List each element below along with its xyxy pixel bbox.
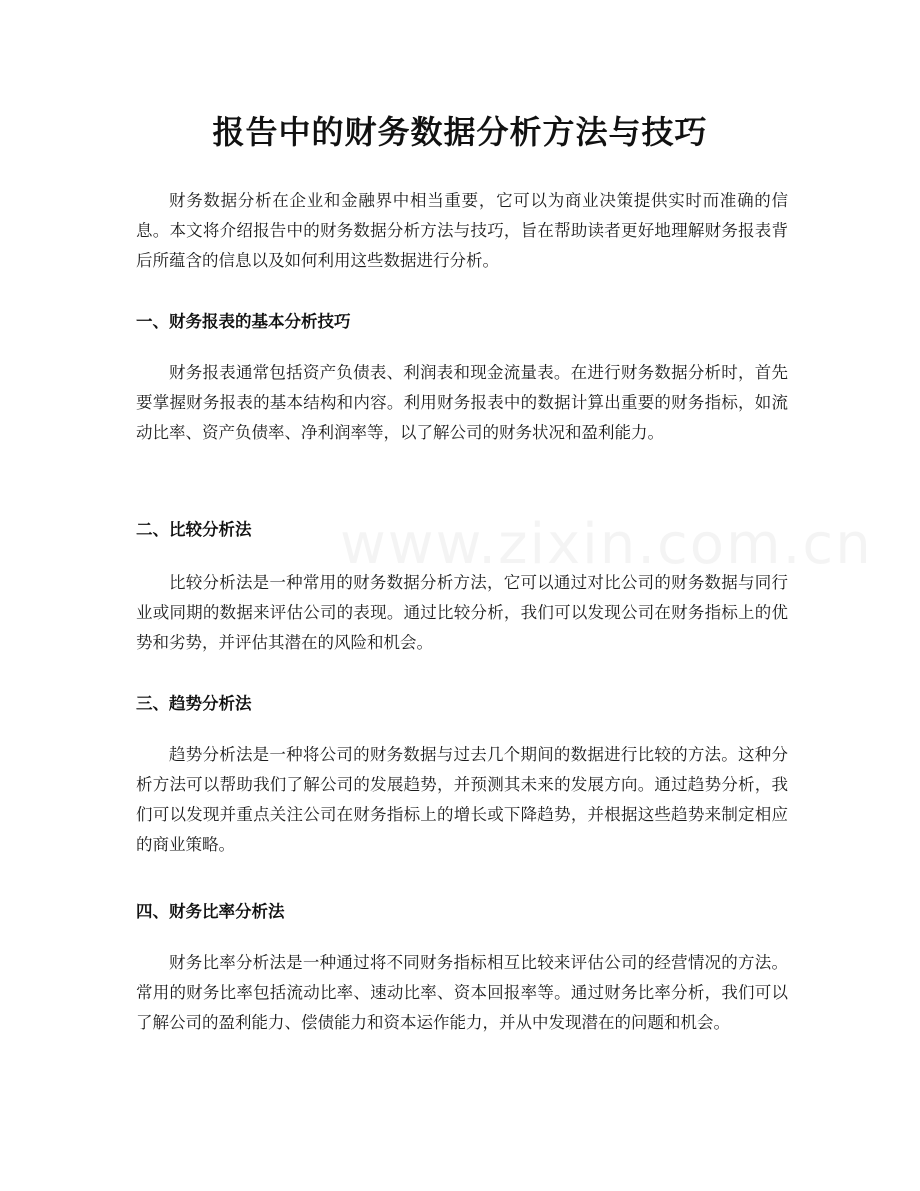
- section-body-4: 财务比率分析法是一种通过将不同财务指标相互比较来评估公司的经营情况的方法。常用的财务比率包括流动比率、速动比率、资本回报率等。通过财务比率分析，我们可以了解公司的盈利能力、偿债能力和资本运作能力，并从中发现潜在的问题和机会。: [136, 953, 788, 1032]
- section-heading-4: 四、财务比率分析法: [136, 902, 285, 921]
- section-body-3: 趋势分析法是一种将公司的财务数据与过去几个期间的数据进行比较的方法。这种分析方法可以帮助我们了解公司的发展趋势，并预测其未来的发展方向。通过趋势分析，我们可以发现并重点关注公司在财务指标上的增长或下降趋势，并根据这些趋势来制定相应的商业策略。: [136, 745, 788, 854]
- section-body-2: 比较分析法是一种常用的财务数据分析方法，它可以通过对比公司的财务数据与同行业或同期的数据来评估公司的表现。通过比较分析，我们可以发现公司在财务指标上的优势和劣势，并评估其潜在的风险和机会。: [136, 573, 788, 652]
- section-body-1: 财务报表通常包括资产负债表、利润表和现金流量表。在进行财务数据分析时，首先要掌握财务报表的基本结构和内容。利用财务报表中的数据计算出重要的财务指标，如流动比率、资产负债率、净利润率等，以了解公司的财务状况和盈利能力。: [136, 363, 788, 442]
- document-title: 报告中的财务数据分析方法与技巧: [212, 113, 708, 151]
- section-heading-3: 三、趋势分析法: [136, 694, 252, 713]
- section-heading-2: 二、比较分析法: [136, 520, 252, 539]
- intro-paragraph: 财务数据分析在企业和金融界中相当重要，它可以为商业决策提供实时而准确的信息。本文将介绍报告中的财务数据分析方法与技巧，旨在帮助读者更好地理解财务报表背后所蕴含的信息以及如何利用这些数据进行分析。: [136, 191, 788, 270]
- section-heading-1: 一、财务报表的基本分析技巧: [136, 312, 351, 331]
